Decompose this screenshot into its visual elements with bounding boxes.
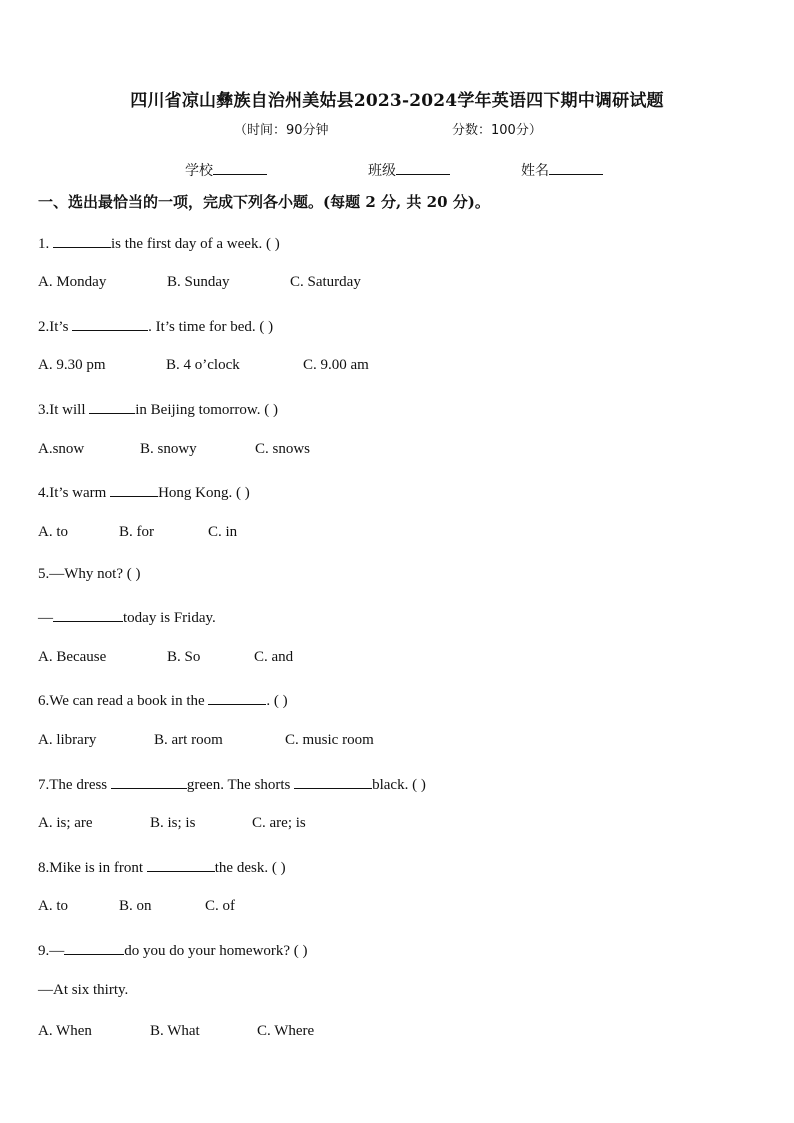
class-blank bbox=[396, 160, 450, 175]
option-a: A. 9.30 pm bbox=[38, 357, 106, 373]
question-text: in Beijing tomorrow. ( ) bbox=[135, 402, 279, 418]
question-9-options bbox=[38, 1023, 314, 1040]
question-8-options bbox=[38, 898, 235, 915]
option-b: B. So bbox=[167, 649, 201, 665]
question-1-options bbox=[38, 274, 361, 291]
answer-blank bbox=[53, 233, 111, 248]
question-text: 9.— bbox=[38, 943, 65, 959]
option-c: C. music room bbox=[285, 732, 374, 748]
section-heading: 一、选出最恰当的一项，完成下列各小题。(每题 2 分, 共 20 分)。 bbox=[38, 193, 490, 211]
question-text: 5.—Why not? ( ) bbox=[38, 566, 141, 582]
option-b: B. on bbox=[119, 898, 152, 914]
question-text: 6.We can read a book in the bbox=[38, 693, 209, 709]
question-text: 1. bbox=[38, 236, 53, 252]
option-c: C. 9.00 am bbox=[303, 357, 369, 373]
question-1-stem bbox=[38, 233, 280, 253]
option-c: C. snows bbox=[255, 441, 311, 457]
question-9-stem bbox=[38, 940, 308, 960]
question-text: Hong Kong. ( ) bbox=[158, 485, 250, 501]
question-3-options bbox=[38, 441, 310, 458]
question-2-options bbox=[38, 357, 369, 374]
question-text: —At six thirty. bbox=[38, 982, 129, 998]
question-text: . ( ) bbox=[266, 693, 288, 709]
option-b: B. art room bbox=[154, 732, 223, 748]
school-blank bbox=[213, 160, 267, 175]
answer-blank bbox=[72, 316, 148, 331]
option-b: B. for bbox=[119, 524, 154, 540]
answer-blank bbox=[147, 857, 215, 872]
option-c: C. Where bbox=[257, 1023, 315, 1039]
question-text: 3.It will bbox=[38, 402, 90, 418]
question-text: green. The shorts bbox=[186, 777, 295, 793]
option-b: B. is; is bbox=[150, 815, 196, 831]
exam-score: 分数：100分） bbox=[452, 123, 542, 138]
exam-title: 四川省凉山彝族自治州美姑县2023-2024学年英语四下期中调研试题 bbox=[130, 91, 664, 111]
option-c: C. are; is bbox=[252, 815, 306, 831]
option-a: A. Monday bbox=[38, 274, 107, 290]
question-5-answer-line bbox=[38, 607, 216, 627]
question-7-options bbox=[38, 815, 306, 832]
option-b: B. Sunday bbox=[167, 274, 230, 290]
question-text: is the first day of a week. ( ) bbox=[111, 236, 280, 252]
option-a: A. Because bbox=[38, 649, 107, 665]
question-7-stem bbox=[38, 774, 426, 794]
question-text: the desk. ( ) bbox=[214, 860, 286, 876]
option-a: A. to bbox=[38, 524, 68, 540]
question-text: 2.It’s bbox=[38, 319, 73, 335]
name-label: 姓名 bbox=[521, 163, 549, 179]
option-b: B. 4 o’clock bbox=[166, 357, 240, 373]
question-text: . It’s time for bed. ( ) bbox=[148, 319, 274, 335]
option-b: B. snowy bbox=[140, 441, 197, 457]
answer-blank bbox=[110, 482, 158, 497]
question-3-stem bbox=[38, 399, 278, 419]
option-b: B. What bbox=[150, 1023, 200, 1039]
question-text: do you do your homework? ( ) bbox=[124, 943, 308, 959]
question-6-stem bbox=[38, 690, 288, 710]
option-c: C. of bbox=[205, 898, 235, 914]
question-8-stem bbox=[38, 857, 286, 877]
option-a: A.snow bbox=[38, 441, 85, 457]
option-c: C. in bbox=[208, 524, 238, 540]
exam-time: （时间：90分钟 bbox=[234, 123, 329, 138]
question-text: 8.Mike is in front bbox=[38, 860, 147, 876]
class-field bbox=[368, 160, 450, 180]
question-text: today is Friday. bbox=[123, 610, 216, 626]
name-field bbox=[521, 160, 603, 180]
question-4-options bbox=[38, 524, 237, 541]
school-label: 学校 bbox=[185, 163, 213, 179]
question-2-stem bbox=[38, 316, 273, 336]
option-a: A. When bbox=[38, 1023, 92, 1039]
name-blank bbox=[549, 160, 603, 175]
answer-blank bbox=[294, 774, 372, 789]
option-c: C. Saturday bbox=[290, 274, 361, 290]
question-text: black. ( ) bbox=[372, 777, 426, 793]
option-c: C. and bbox=[254, 649, 294, 665]
question-6-options bbox=[38, 732, 374, 749]
option-a: A. is; are bbox=[38, 815, 93, 831]
question-text: — bbox=[38, 610, 53, 626]
question-text: 4.It’s warm bbox=[38, 485, 111, 501]
option-a: A. to bbox=[38, 898, 68, 914]
question-4-stem bbox=[38, 482, 250, 502]
answer-blank bbox=[89, 399, 135, 414]
question-5-stem bbox=[38, 566, 140, 583]
answer-blank bbox=[111, 774, 187, 789]
option-a: A. library bbox=[38, 732, 97, 748]
answer-blank bbox=[64, 940, 124, 955]
answer-blank bbox=[208, 690, 266, 705]
answer-blank bbox=[53, 607, 123, 622]
class-label: 班级 bbox=[368, 163, 396, 179]
question-9-answer-line bbox=[38, 982, 128, 999]
question-text: 7.The dress bbox=[38, 777, 111, 793]
school-field bbox=[185, 160, 267, 180]
question-5-options bbox=[38, 649, 293, 666]
